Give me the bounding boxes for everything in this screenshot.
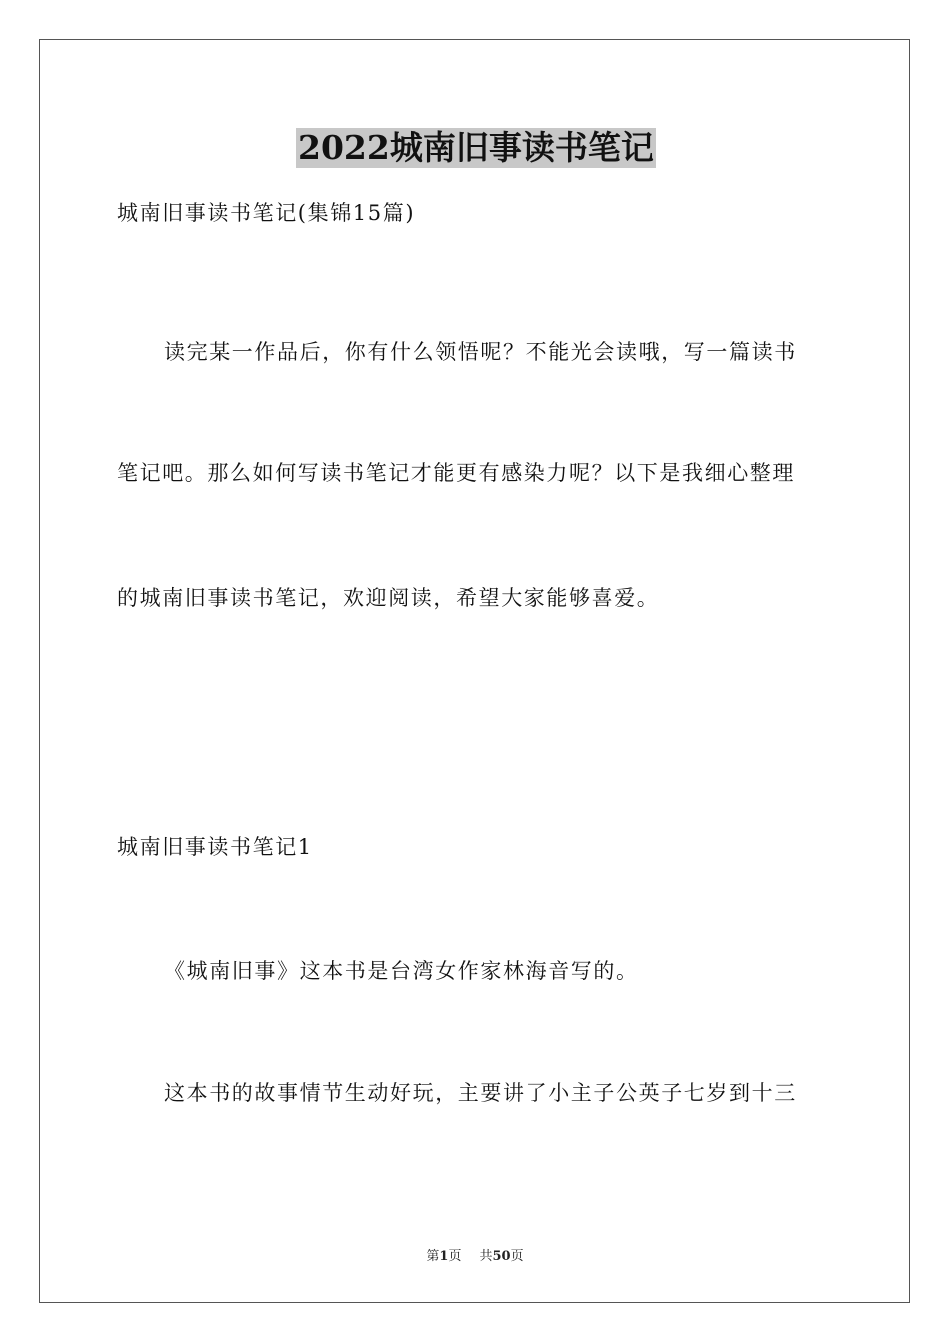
footer-page-number: 1 xyxy=(439,1249,449,1264)
intro-line-3: 的城南旧事读书笔记，欢迎阅读，希望大家能够喜爱。 xyxy=(117,586,660,610)
body-line-2: 这本书的故事情节生动好玩，主要讲了小主子公英子七岁到十三 xyxy=(164,1081,797,1105)
footer-total-prefix: 共 xyxy=(479,1249,493,1264)
section-heading: 城南旧事读书笔记1 xyxy=(117,835,313,859)
footer-page-suffix: 页 xyxy=(448,1249,462,1264)
footer-page-prefix: 第 xyxy=(426,1249,440,1264)
footer-total-pages: 50 xyxy=(492,1249,511,1264)
document-subtitle: 城南旧事读书笔记(集锦15篇) xyxy=(117,201,416,225)
page-footer xyxy=(0,1249,950,1265)
page-border xyxy=(39,39,910,1303)
body-line-1: 《城南旧事》这本书是台湾女作家林海音写的。 xyxy=(164,959,639,983)
intro-line-1: 读完某一作品后，你有什么领悟呢？不能光会读哦，写一篇读书 xyxy=(164,340,797,364)
intro-line-2: 笔记吧。那么如何写读书笔记才能更有感染力呢？以下是我细心整理 xyxy=(117,461,795,485)
footer-total-suffix: 页 xyxy=(510,1249,524,1264)
document-title: 2022城南旧事读书笔记 xyxy=(298,128,654,167)
